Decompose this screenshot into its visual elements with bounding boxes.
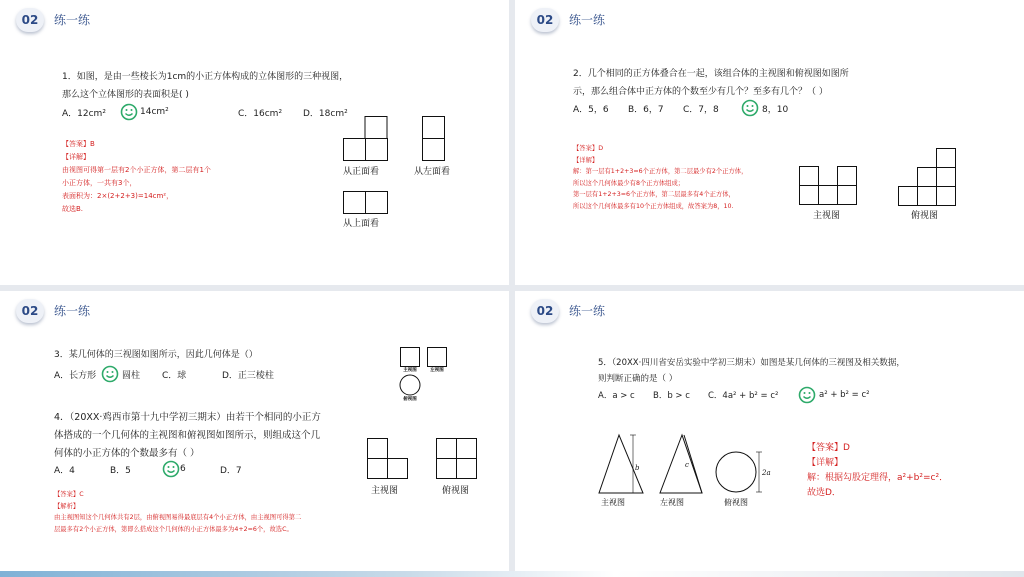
- question-3-text: 3．某几何体的三视图如图所示，因此几何体是（）: [54, 350, 258, 360]
- tiny-top-label: 俯视图: [403, 397, 417, 402]
- option-d[interactable]: a² + b² = c²: [819, 390, 870, 400]
- slide-title: 练一练: [54, 304, 91, 318]
- options-row: [62, 103, 348, 121]
- main-view-label: 主视图: [813, 211, 841, 221]
- smiley-icon: [120, 103, 138, 121]
- option-d[interactable]: D．18cm²: [303, 108, 348, 119]
- question-4-text: 4．（20XX·鸡西市第十九中学初三期末）由若干个相同的小正方 体搭成的一个几何体的主视图和俯视图如图所示，则组成这个几 何体的小正方体的个数最多有（ ）: [54, 412, 321, 459]
- answer-block: 【答案】D 【详解】 解：第一层有1+2+3=6个正方体，第二层最少有2个正方体， 所以这个几何体最少有8个正方体组成； 第一层有1+2+3=6个正方体，第二层最多有4个正方体， 所以这个几何体最多有10个正方体组成，故答案为8，10.: [573, 145, 748, 210]
- option-c[interactable]: C．16cm²: [238, 108, 283, 119]
- smiley-icon: [162, 460, 180, 478]
- question-text: 2．几个相同的正方体叠合在一起，该组合体的主视图和俯视图如图所 示，那么组合体中正方体的个数至少有几个？至多有几个？（ ）: [573, 69, 849, 97]
- three-views-figure: [400, 347, 448, 403]
- top-view-label: 俯视图: [724, 498, 748, 507]
- options-row-3: [54, 365, 274, 383]
- top-view-label: 俯视图: [911, 211, 939, 221]
- slide-title: 练一练: [569, 304, 606, 318]
- option-b[interactable]: B．5: [110, 465, 131, 476]
- top-view-label: 俯视图: [442, 486, 470, 496]
- option-a[interactable]: A．4: [54, 465, 75, 476]
- slide-title: 练一练: [54, 13, 91, 27]
- slide-2[interactable]: [515, 0, 1024, 285]
- options-row-4: [54, 460, 242, 478]
- label-c: c: [685, 461, 689, 469]
- slide-1[interactable]: [0, 0, 509, 285]
- section-badge: 02: [531, 8, 559, 32]
- option-b[interactable]: B．b > c: [653, 391, 690, 401]
- answer-block: 【答案】D 【详解】 解：根据勾股定理得，a²+b²=c²． 故选D．: [807, 443, 949, 498]
- section-badge: 02: [16, 299, 44, 323]
- side-view-label: 左视图: [660, 498, 684, 507]
- option-a[interactable]: A．长方形: [54, 370, 97, 381]
- smiley-icon: [798, 386, 816, 404]
- question-text: 5．（20XX·四川省安岳实验中学初三期末）如图是某几何体的三视图及相关数据， 则判断正确的是（ ）: [598, 358, 905, 384]
- side-view-label: 从左面看: [414, 167, 451, 177]
- slide-4[interactable]: [515, 291, 1024, 576]
- tiny-side-label: 左视图: [430, 368, 444, 373]
- option-a[interactable]: A．12cm²: [62, 108, 106, 119]
- smiley-icon: [101, 365, 119, 383]
- main-view-label: 主视图: [601, 498, 625, 507]
- label-2a: 2a: [762, 469, 771, 477]
- section-badge: 02: [531, 299, 559, 323]
- slide-title: 练一练: [569, 13, 606, 27]
- top-view-figure: [436, 438, 478, 480]
- tiny-main-label: 主视图: [403, 368, 417, 373]
- front-view-figure: [343, 116, 393, 162]
- answer-block: 【答案】B 【详解】 由视图可得第一层有2个小正方体，第二层有1个 小正方体，一共有3个， 表面积为：2×(2+2+3)=14cm²， 故选B.: [62, 140, 211, 213]
- option-c[interactable]: C．7，8: [683, 104, 719, 115]
- option-c[interactable]: C．4a² + b² = c²: [708, 391, 779, 401]
- main-view-label: 主视图: [371, 486, 399, 496]
- side-view-figure: [656, 433, 706, 495]
- option-a[interactable]: A．a > c: [598, 391, 635, 401]
- option-c[interactable]: 6: [180, 464, 186, 474]
- top-view-figure: [343, 191, 389, 215]
- main-view-figure: [367, 438, 409, 480]
- option-b[interactable]: B．6，7: [628, 104, 664, 115]
- bottom-decor-bar: [0, 571, 1024, 577]
- option-d[interactable]: D．正三棱柱: [222, 370, 274, 381]
- main-view-figure: [799, 166, 857, 206]
- option-d[interactable]: D．7: [220, 465, 242, 476]
- section-badge: 02: [16, 8, 44, 32]
- main-view-figure: [597, 433, 647, 495]
- top-view-label: 从上面看: [343, 219, 380, 229]
- front-view-label: 从正面看: [343, 167, 380, 177]
- answer-block: 【答案】C 【解析】 由主视图知这个几何体共有2层，由俯视图易得最底层有4个小正方体，由主视图可得第二 层最多有2个小正方体，第即么搭成这个几何体的小正方体最多为4+2=6个，故选C。: [54, 491, 302, 533]
- label-b: b: [635, 464, 640, 472]
- option-a[interactable]: A．5，6: [573, 104, 609, 115]
- smiley-icon: [741, 99, 759, 117]
- question-text: 1．如图，是由一些棱长为1cm的小正方体构成的立体图形的三种视图， 那么这个立体图形的表面积是( ): [62, 72, 349, 100]
- options-row: [598, 386, 870, 404]
- options-row: [573, 99, 788, 117]
- option-b[interactable]: 14cm²: [140, 107, 169, 117]
- option-d[interactable]: 8，10: [762, 104, 789, 115]
- slide-3[interactable]: [0, 291, 509, 576]
- top-view-figure: [898, 148, 956, 206]
- option-c[interactable]: C．球: [162, 370, 187, 381]
- option-b[interactable]: 圆柱: [122, 370, 141, 381]
- side-view-figure: [422, 116, 446, 162]
